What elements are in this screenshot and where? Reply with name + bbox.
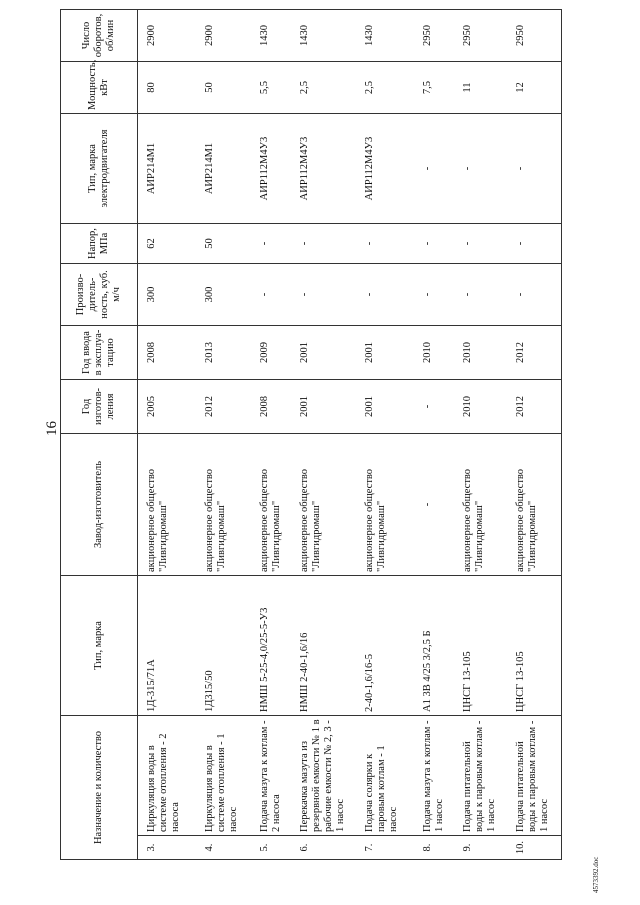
- row-number: 3.: [138, 836, 197, 860]
- header-maker: Завод-изготовитель: [61, 434, 138, 576]
- table-row: [196, 10, 251, 860]
- header-power: Мощность, кВт: [61, 62, 138, 114]
- row-capacity: -: [507, 264, 562, 326]
- row-year-made: 2001: [291, 380, 356, 434]
- row-power: 2,5: [356, 62, 414, 114]
- row-motor: АИР214М1: [138, 114, 197, 224]
- row-capacity: -: [414, 264, 454, 326]
- row-year-made: 2012: [196, 380, 251, 434]
- row-rpm: 1430: [291, 10, 356, 62]
- row-capacity: -: [251, 264, 291, 326]
- header-year-used: Год ввода в эксплуа-тацию: [61, 326, 138, 380]
- row-rpm: 2950: [414, 10, 454, 62]
- row-maker: акционерное общество "Ливгидромаш": [291, 434, 356, 576]
- row-number: 10.: [507, 836, 562, 860]
- row-maker: акционерное общество "Ливгидромаш": [251, 434, 291, 576]
- row-head: 50: [196, 224, 251, 264]
- row-rpm: 2950: [454, 10, 507, 62]
- row-power: 11: [454, 62, 507, 114]
- row-rpm: 2900: [138, 10, 197, 62]
- row-head: -: [356, 224, 414, 264]
- row-purpose: Циркуляция воды в системе отопления - 2 насоса: [138, 716, 197, 836]
- row-year-used: 2001: [356, 326, 414, 380]
- header-capacity: Произво-дитель-ность, куб. м/ч: [61, 264, 138, 326]
- row-number: 4.: [196, 836, 251, 860]
- row-head: -: [507, 224, 562, 264]
- row-number: 6.: [291, 836, 356, 860]
- table-header-row: [61, 10, 138, 860]
- row-motor: -: [454, 114, 507, 224]
- header-purpose: Назначение и количество: [61, 716, 138, 860]
- footer-doc-name: 4573392.doc: [592, 856, 600, 893]
- row-model: 1Д315/50: [196, 576, 251, 716]
- row-purpose: Перекачка мазута из резервной емкости № 1 в рабочие емкости № 2, 3 - 1 насос: [291, 716, 356, 836]
- row-capacity: 300: [196, 264, 251, 326]
- header-motor: Тип, марка электродвигателя: [61, 114, 138, 224]
- row-rpm: 2900: [196, 10, 251, 62]
- row-power: 5,5: [251, 62, 291, 114]
- row-maker: акционерное общество "Ливгидромаш": [196, 434, 251, 576]
- row-year-used: 2008: [138, 326, 197, 380]
- row-power: 80: [138, 62, 197, 114]
- row-year-made: 2001: [356, 380, 414, 434]
- row-model: ЦНСГ 13-105: [454, 576, 507, 716]
- row-year-made: -: [414, 380, 454, 434]
- row-purpose: Подача питательной воды к паровым котлам - 1 насос: [454, 716, 507, 836]
- row-year-used: 2009: [251, 326, 291, 380]
- header-rpm: Число оборотов, об/мин: [61, 10, 138, 62]
- row-head: 62: [138, 224, 197, 264]
- row-model: 1Д-315/71А: [138, 576, 197, 716]
- row-number: 8.: [414, 836, 454, 860]
- row-year-used: 2001: [291, 326, 356, 380]
- row-maker: акционерное общество "Ливгидромаш": [138, 434, 197, 576]
- row-rpm: 1430: [251, 10, 291, 62]
- row-power: 12: [507, 62, 562, 114]
- row-motor: АИР214М1: [196, 114, 251, 224]
- row-purpose: Подача солярки к паровым котлам - 1 насос: [356, 716, 414, 836]
- row-motor: АИР112М4У3: [291, 114, 356, 224]
- header-head: Напор, МПа: [61, 224, 138, 264]
- row-model: ЦНСГ 13-105: [507, 576, 562, 716]
- row-year-used: 2013: [196, 326, 251, 380]
- row-year-used: 2012: [507, 326, 562, 380]
- row-rpm: 2950: [507, 10, 562, 62]
- row-model: НМШ 5-25-4,0/25-5-У3: [251, 576, 291, 716]
- row-purpose: Подача питательной воды к паровым котлам - 1 насос: [507, 716, 562, 836]
- table-row: [454, 10, 507, 860]
- row-motor: -: [414, 114, 454, 224]
- row-head: -: [414, 224, 454, 264]
- table-row: [291, 10, 356, 860]
- row-number: 7.: [356, 836, 414, 860]
- row-year-made: 2012: [507, 380, 562, 434]
- row-purpose: Подача мазута к котлам - 1 насос: [414, 716, 454, 836]
- equipment-table-container: [60, 10, 551, 860]
- row-model: А1 3В 4/25 3/2,5 Б: [414, 576, 454, 716]
- row-motor: АИР112М4У3: [356, 114, 414, 224]
- row-capacity: -: [291, 264, 356, 326]
- header-year-made: Год изготов-ления: [61, 380, 138, 434]
- row-head: -: [251, 224, 291, 264]
- row-model: НМШ 2-40-1,6/16: [291, 576, 356, 716]
- table-row: [251, 10, 291, 860]
- header-model: Тип, марка: [61, 576, 138, 716]
- row-power: 2,5: [291, 62, 356, 114]
- row-number: 5.: [251, 836, 291, 860]
- row-maker: акционерное общество "Ливгидромаш": [454, 434, 507, 576]
- table-row: [414, 10, 454, 860]
- row-capacity: -: [356, 264, 414, 326]
- row-capacity: 300: [138, 264, 197, 326]
- page-number: 16: [44, 421, 60, 436]
- row-number: 9.: [454, 836, 507, 860]
- row-maker: акционерное общество "Ливгидромаш": [507, 434, 562, 576]
- table-row: [507, 10, 562, 860]
- row-year-used: 2010: [414, 326, 454, 380]
- row-year-made: 2008: [251, 380, 291, 434]
- row-year-made: 2010: [454, 380, 507, 434]
- row-capacity: -: [454, 264, 507, 326]
- row-purpose: Подача мазута к котлам - 2 насоса: [251, 716, 291, 836]
- row-head: -: [454, 224, 507, 264]
- row-year-used: 2010: [454, 326, 507, 380]
- row-maker: -: [414, 434, 454, 576]
- row-rpm: 1430: [356, 10, 414, 62]
- row-purpose: Циркуляция воды в системе отопления - 1 насос: [196, 716, 251, 836]
- row-maker: акционерное общество "Ливгидромаш": [356, 434, 414, 576]
- equipment-table: [60, 9, 562, 860]
- table-row: [138, 10, 197, 860]
- row-year-made: 2005: [138, 380, 197, 434]
- row-power: 50: [196, 62, 251, 114]
- row-motor: АИР112М4У3: [251, 114, 291, 224]
- table-row: [356, 10, 414, 860]
- row-motor: -: [507, 114, 562, 224]
- row-power: 7,5: [414, 62, 454, 114]
- row-model: 2-40-1,6/16-5: [356, 576, 414, 716]
- row-head: -: [291, 224, 356, 264]
